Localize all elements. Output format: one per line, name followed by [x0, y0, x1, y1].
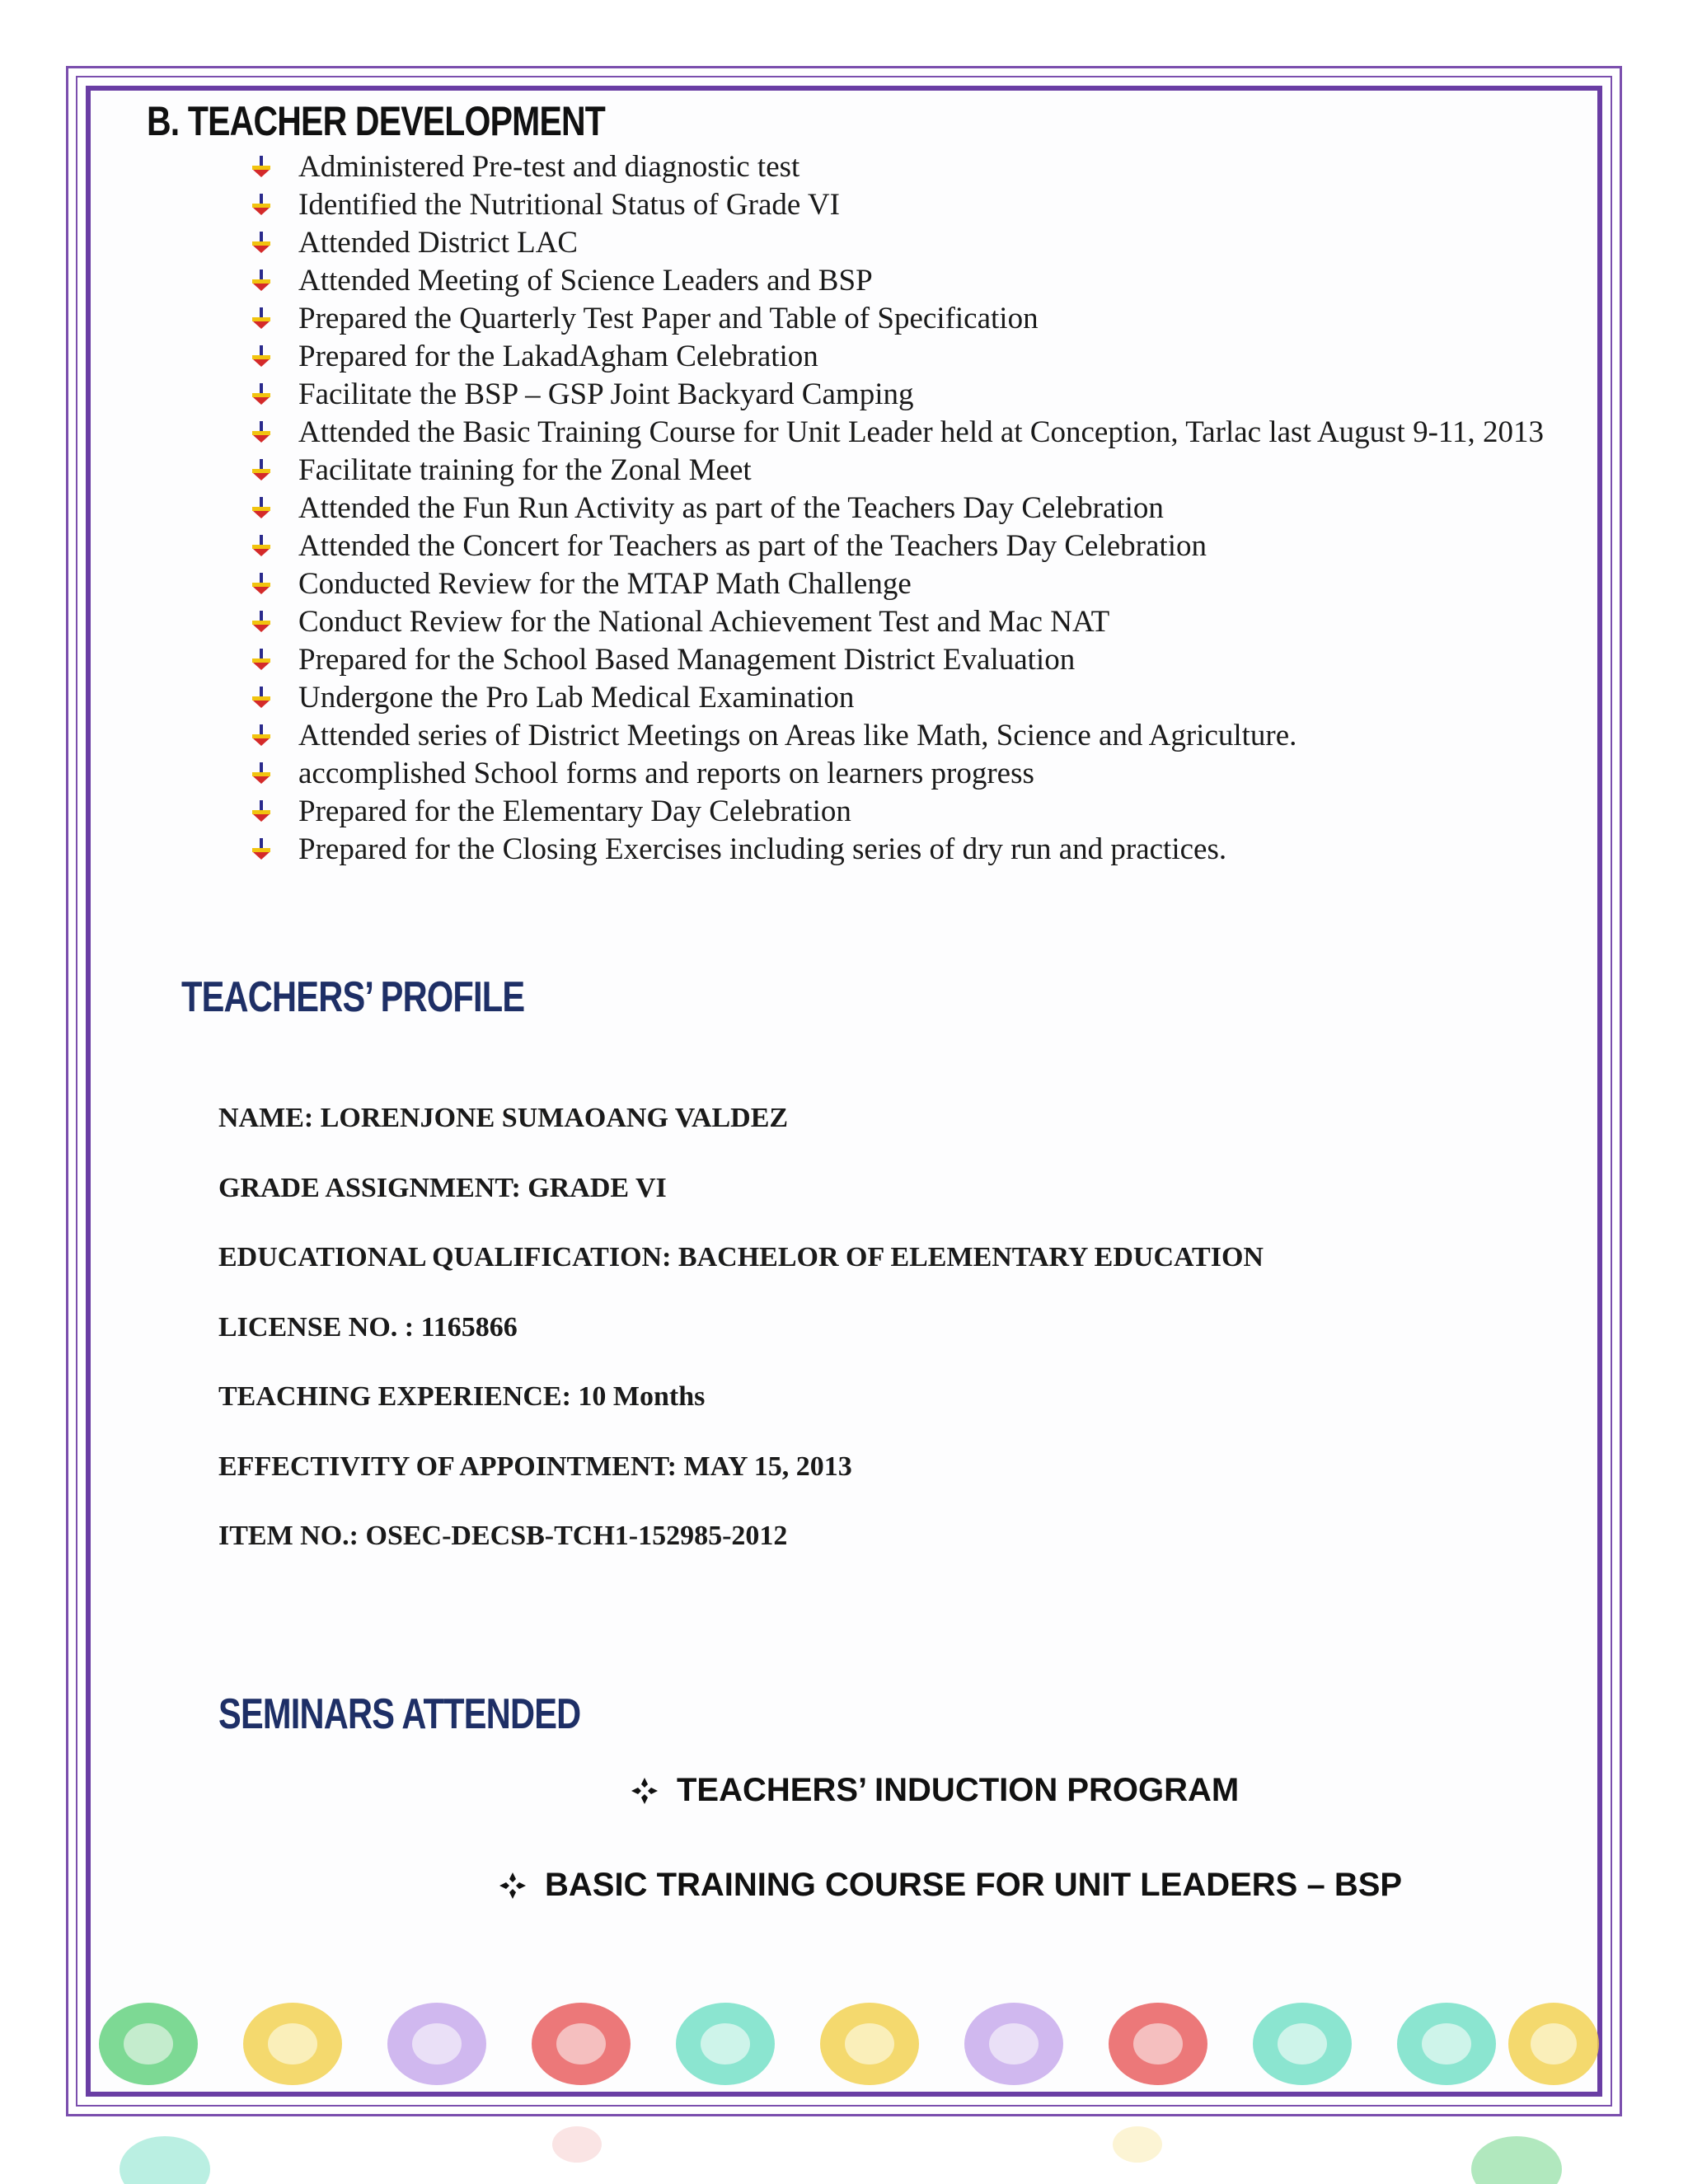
flower-shape-icon [387, 2003, 486, 2085]
flower-shape-icon [1397, 2003, 1496, 2085]
list-item: Attended the Basic Training Course for Unit Leader held at Conception, Tarlac last August 9-11, 2013 [247, 414, 1599, 452]
list-item: Conduct Review for the National Achievement Test and Mac NAT [247, 603, 1599, 641]
list-item: Administered Pre-test and diagnostic test [247, 148, 1599, 186]
down-arrow-bullet-icon [251, 838, 272, 860]
profile-effectivity-of-appointment: EFFECTIVITY OF APPOINTMENT: MAY 15, 2013 [218, 1451, 852, 1482]
diamond-bullet-icon [631, 1777, 659, 1805]
teachers-profile-title: TEACHERS’ PROFILE [181, 973, 525, 1021]
down-arrow-bullet-icon [251, 724, 272, 746]
list-item: Prepared the Quarterly Test Paper and Table of Specification [247, 300, 1599, 338]
decorative-flower-border [91, 1986, 1599, 2093]
list-item: Attended series of District Meetings on Areas like Math, Science and Agriculture. [247, 717, 1599, 755]
down-arrow-bullet-icon [251, 762, 272, 784]
profile-license-no: LICENSE NO. : 1165866 [218, 1311, 518, 1343]
list-item: Facilitate the BSP – GSP Joint Backyard Camping [247, 376, 1599, 414]
list-item: Attended the Fun Run Activity as part of the Teachers Day Celebration [247, 490, 1599, 527]
list-item: Undergone the Pro Lab Medical Examination [247, 679, 1599, 717]
down-arrow-bullet-icon [251, 345, 272, 367]
seminars-attended-title: SEMINARS ATTENDED [218, 1690, 581, 1738]
down-arrow-bullet-icon [251, 194, 272, 215]
diamond-bullet-icon [499, 1872, 527, 1900]
flower-shape-icon [676, 2003, 775, 2085]
decorative-flower-border-bottom [0, 2120, 1688, 2184]
section-b-title: B. TEACHER DEVELOPMENT [147, 98, 606, 144]
down-arrow-bullet-icon [251, 383, 272, 405]
seminar-item: BASIC TRAINING COURSE FOR UNIT LEADERS – BSP [499, 1867, 1402, 1904]
down-arrow-bullet-icon [251, 156, 272, 177]
flower-shape-icon [532, 2003, 631, 2085]
down-arrow-bullet-icon [251, 611, 272, 632]
profile-name: NAME: LORENJONE SUMAOANG VALDEZ [218, 1103, 789, 1133]
down-arrow-bullet-icon [251, 573, 272, 594]
list-item: Attended District LAC [247, 224, 1599, 262]
profile-item-no: ITEM NO.: OSEC-DECSB-TCH1-152985-2012 [218, 1521, 788, 1551]
down-arrow-bullet-icon [251, 421, 272, 443]
list-item: Prepared for the School Based Management District Evaluation [247, 641, 1599, 679]
seminar-item: TEACHERS’ INDUCTION PROGRAM [631, 1772, 1239, 1809]
list-item: accomplished School forms and reports on learners progress [247, 755, 1599, 793]
profile-educational-qualification: EDUCATIONAL QUALIFICATION: BACHELOR OF ELEMENTARY EDUCATION [218, 1242, 1264, 1272]
profile-grade-assignment: GRADE ASSIGNMENT: GRADE VI [218, 1172, 667, 1203]
list-item: Identified the Nutritional Status of Grade VI [247, 186, 1599, 224]
list-item: Prepared for the Closing Exercises including series of dry run and practices. [247, 831, 1599, 869]
flower-shape-icon [243, 2003, 342, 2085]
list-item: Attended the Concert for Teachers as part of the Teachers Day Celebration [247, 527, 1599, 565]
list-item: Prepared for the Elementary Day Celebration [247, 793, 1599, 831]
down-arrow-bullet-icon [251, 687, 272, 708]
down-arrow-bullet-icon [251, 307, 272, 329]
list-item: Prepared for the LakadAgham Celebration [247, 338, 1599, 376]
down-arrow-bullet-icon [251, 459, 272, 480]
list-item: Conducted Review for the MTAP Math Challenge [247, 565, 1599, 603]
teacher-development-list [247, 148, 1599, 869]
flower-shape-icon [1253, 2003, 1352, 2085]
flower-shape-icon [1109, 2003, 1207, 2085]
flower-shape-icon [99, 2003, 198, 2085]
flower-shape-icon [1508, 2003, 1599, 2085]
profile-teaching-experience: TEACHING EXPERIENCE: 10 Months [218, 1381, 706, 1412]
teacher-profile-details [218, 1104, 1264, 1592]
down-arrow-bullet-icon [251, 535, 272, 556]
flower-shape-icon [964, 2003, 1063, 2085]
down-arrow-bullet-icon [251, 800, 272, 822]
list-item: Attended Meeting of Science Leaders and BSP [247, 262, 1599, 300]
down-arrow-bullet-icon [251, 269, 272, 291]
list-item: Facilitate training for the Zonal Meet [247, 452, 1599, 490]
down-arrow-bullet-icon [251, 232, 272, 253]
flower-shape-icon [820, 2003, 919, 2085]
down-arrow-bullet-icon [251, 497, 272, 518]
down-arrow-bullet-icon [251, 649, 272, 670]
